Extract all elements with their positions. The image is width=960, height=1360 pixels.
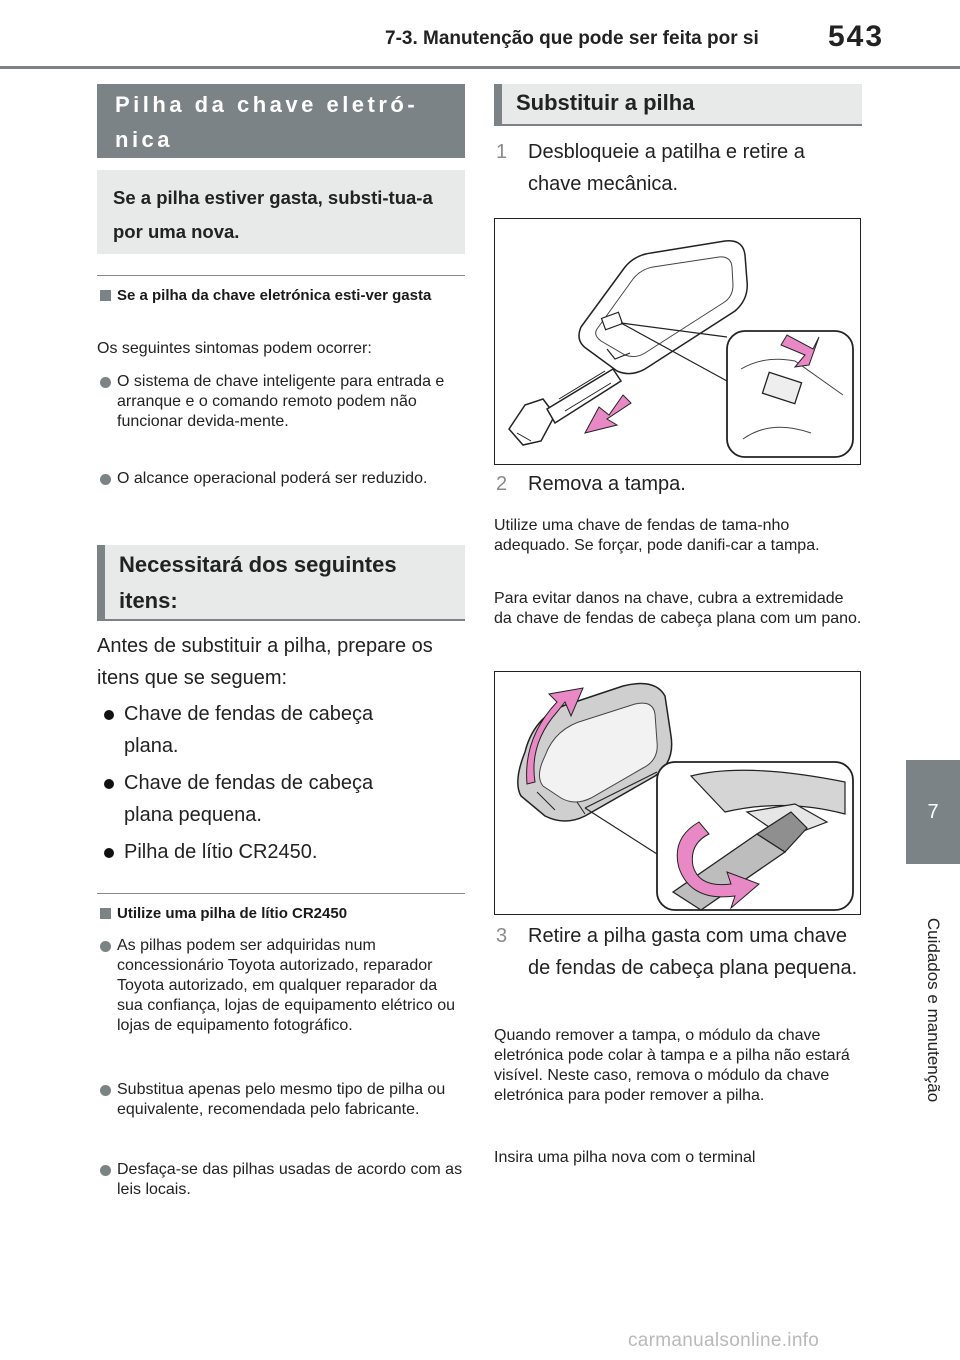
- section-title-box: Pilha da chave eletró-nica: [97, 84, 465, 158]
- figure-key-unlock: [494, 218, 861, 465]
- paragraph: Utilize uma chave de fendas de tama-nho adequado. Se forçar, pode danifi-car a tampa.: [494, 517, 820, 554]
- chapter-number: 7: [927, 800, 939, 823]
- step-3: [496, 920, 860, 984]
- bullet-item: Desfaça-se das pilhas usadas de acordo com as leis locais.: [100, 1160, 465, 1200]
- paragraph: Quando remover a tampa, o módulo da chave eletrónica pode colar à tampa e a pilha não estará visível. Neste caso, remova o módulo da chave eletrónica para poder remover a pilha.: [494, 1027, 850, 1104]
- step-1: [496, 136, 860, 200]
- step-number: 2: [496, 473, 508, 495]
- bullet-item: Substitua apenas pelo mesmo tipo de pilha ou equivalente, recomendada pelo fabricante.: [100, 1080, 465, 1120]
- chapter-tab: [906, 760, 960, 864]
- figure-cover-removal: [494, 671, 861, 915]
- subsection-heading: Se a pilha da chave eletrónica esti-ver gasta: [100, 286, 465, 305]
- watermark: carmanualsonline.info: [628, 1330, 820, 1351]
- list-item: Chave de fendas de cabeça plana.: [100, 698, 465, 762]
- list-item: Pilha de lítio CR2450.: [100, 836, 465, 868]
- section-title: 7-3. Manutenção que pode ser feita por si: [385, 28, 759, 49]
- step-number: 1: [496, 141, 508, 163]
- subsection-heading: Utilize uma pilha de lítio CR2450: [100, 904, 465, 923]
- cover-illustration: [495, 672, 859, 913]
- bullet-item: O alcance operacional poderá ser reduzido.: [100, 469, 465, 489]
- header-rule: [0, 66, 960, 69]
- divider: [97, 893, 465, 894]
- paragraph: Os seguintes sintomas podem ocorrer:: [97, 340, 372, 357]
- step-text: Remova a tampa.: [528, 473, 686, 495]
- divider: [97, 275, 465, 276]
- step-text: Desbloqueie a patilha e retire a chave mecânica.: [528, 141, 805, 195]
- step-2: [496, 468, 860, 500]
- section-heading: Necessitará dos seguintes itens:: [97, 545, 465, 621]
- bullet-item: As pilhas podem ser adquiridas num concessionário Toyota autorizado, reparador Toyota autorizado, em qualquer reparador da sua confiança, lojas de equipamento elétrico ou lojas de equipamento fotográfico.: [100, 936, 465, 1036]
- paragraph: Antes de substituir a pilha, prepare os itens que se seguem:: [97, 635, 433, 689]
- page-number: 543: [828, 20, 885, 53]
- paragraph: Para evitar danos na chave, cubra a extremidade da chave de fendas de cabeça plana com um pano.: [494, 590, 862, 627]
- list-item: Chave de fendas de cabeça plana pequena.: [100, 767, 465, 831]
- key-illustration: [495, 219, 859, 463]
- bullet-item: O sistema de chave inteligente para entrada e arranque e o comando remoto podem não funcionar devida-mente.: [100, 372, 465, 432]
- step-number: 3: [496, 925, 508, 947]
- intro-box: Se a pilha estiver gasta, substi-tua-a por uma nova.: [97, 170, 465, 254]
- section-heading: Substituir a pilha: [494, 84, 862, 126]
- chapter-label: Cuidados e manutenção: [924, 917, 943, 1103]
- step-text: Retire a pilha gasta com uma chave de fendas de cabeça plana pequena.: [528, 925, 858, 979]
- paragraph: Insira uma pilha nova com o terminal: [494, 1149, 756, 1166]
